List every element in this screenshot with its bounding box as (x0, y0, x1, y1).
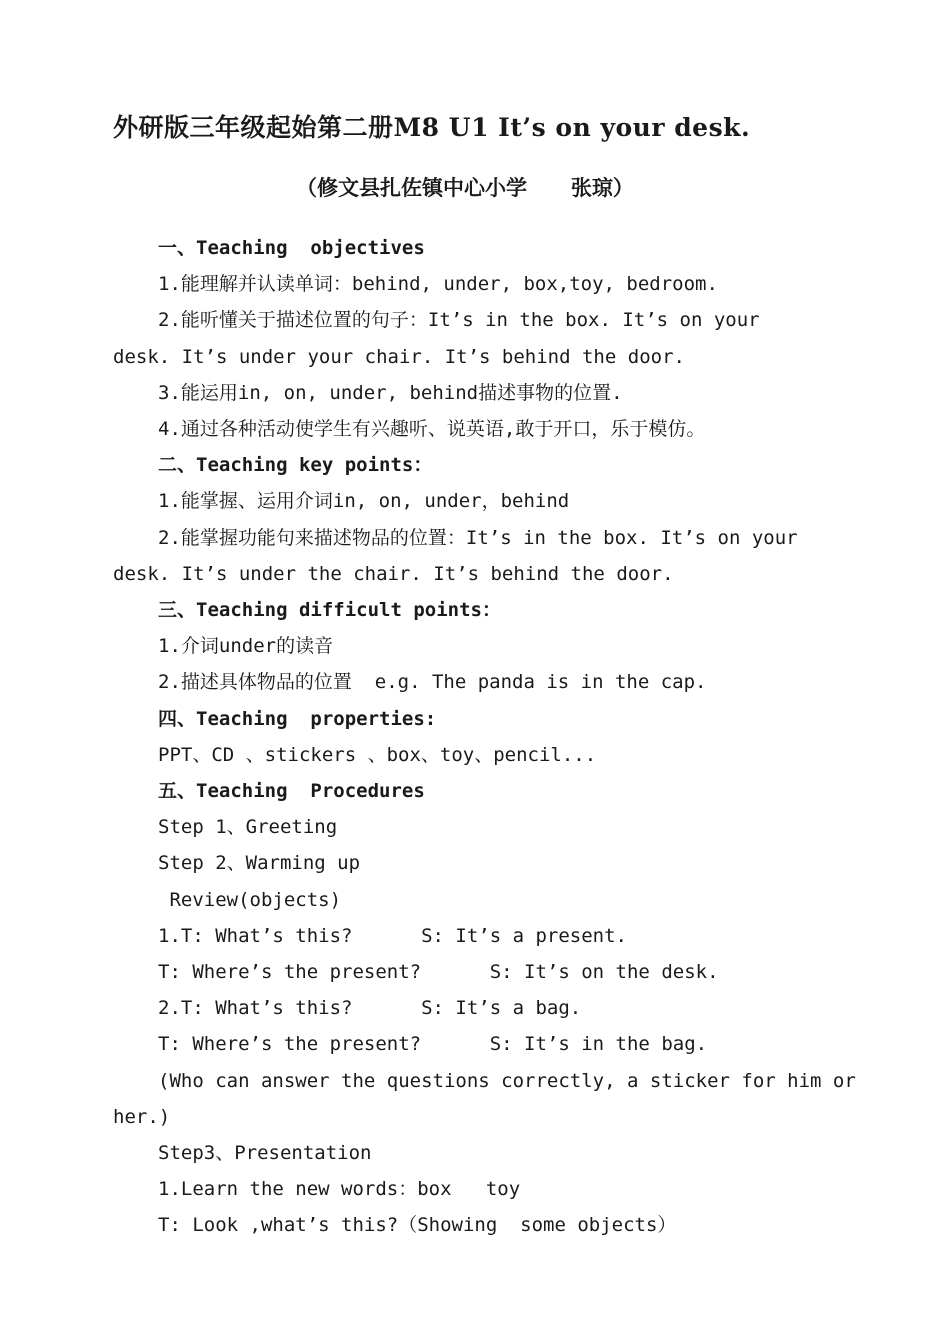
body-line: 2.描述具体物品的位置 e.g. The panda is in the cap. (158, 671, 707, 694)
section-heading: 五、Teaching Procedures (158, 780, 425, 802)
body-line: 4.通过各种活动使学生有兴趣听、说英语,敢于开口，乐于模仿。 (158, 418, 706, 440)
body-line: 1.能掌握、运用介词in, on, under，behind (158, 490, 570, 513)
body-line: T: Look ,what’s this?（Showing some objects） (158, 1214, 677, 1237)
body-line: her.) (113, 1105, 171, 1128)
section-heading: 三、Teaching difficult points： (158, 599, 501, 621)
body-line: 1.能理解并认读单词：behind, under, box,toy, bedroom. (158, 273, 718, 296)
body-line: desk. It’s under your chair. It’s behind the door. (113, 345, 685, 368)
body-line: T: Where’s the present? S: It’s in the bag. (158, 1033, 708, 1056)
body-line: 2.T: What’s this? S: It’s a bag. (158, 997, 582, 1020)
body-line: desk. It’s under the chair. It’s behind the door. (113, 562, 674, 585)
body-line: (Who can answer the questions correctly, a sticker for him or (158, 1069, 856, 1092)
section-heading: 二、Teaching key points： (158, 454, 433, 477)
page-subtitle: （修文县扎佐镇中心小学 张琼） (296, 175, 634, 200)
body-line: PPT、CD 、stickers 、box、toy、pencil... (158, 743, 597, 766)
body-line: Step 1、Greeting (158, 816, 338, 839)
body-line: 3.能运用in, on, under, behind描述事物的位置. (158, 381, 623, 404)
body-line: Step3、Presentation (158, 1142, 372, 1164)
page-title: 外研版三年级起始第二册M8 U1 It’s on your desk. (113, 113, 751, 142)
body-line: 1.介词under的读音 (158, 635, 334, 658)
body-line: T: Where’s the present? S: It’s on the desk. (158, 961, 719, 983)
body-line: Review(objects) (158, 888, 342, 911)
body-line: 1.Learn the new words：box toy (158, 1178, 521, 1201)
section-heading: 四、Teaching properties: (158, 707, 437, 730)
body-line: 1.T: What’s this? S: It’s a present. (158, 924, 627, 947)
body-line: 2.能掌握功能句来描述物品的位置：It’s in the box. It’s on your (158, 526, 798, 549)
body-line: Step 2、Warming up (158, 852, 361, 875)
body-line: 2.能听懂关于描述位置的句子：It’s in the box. It’s on your (158, 309, 760, 332)
section-heading: 一、Teaching objectives (158, 237, 425, 259)
